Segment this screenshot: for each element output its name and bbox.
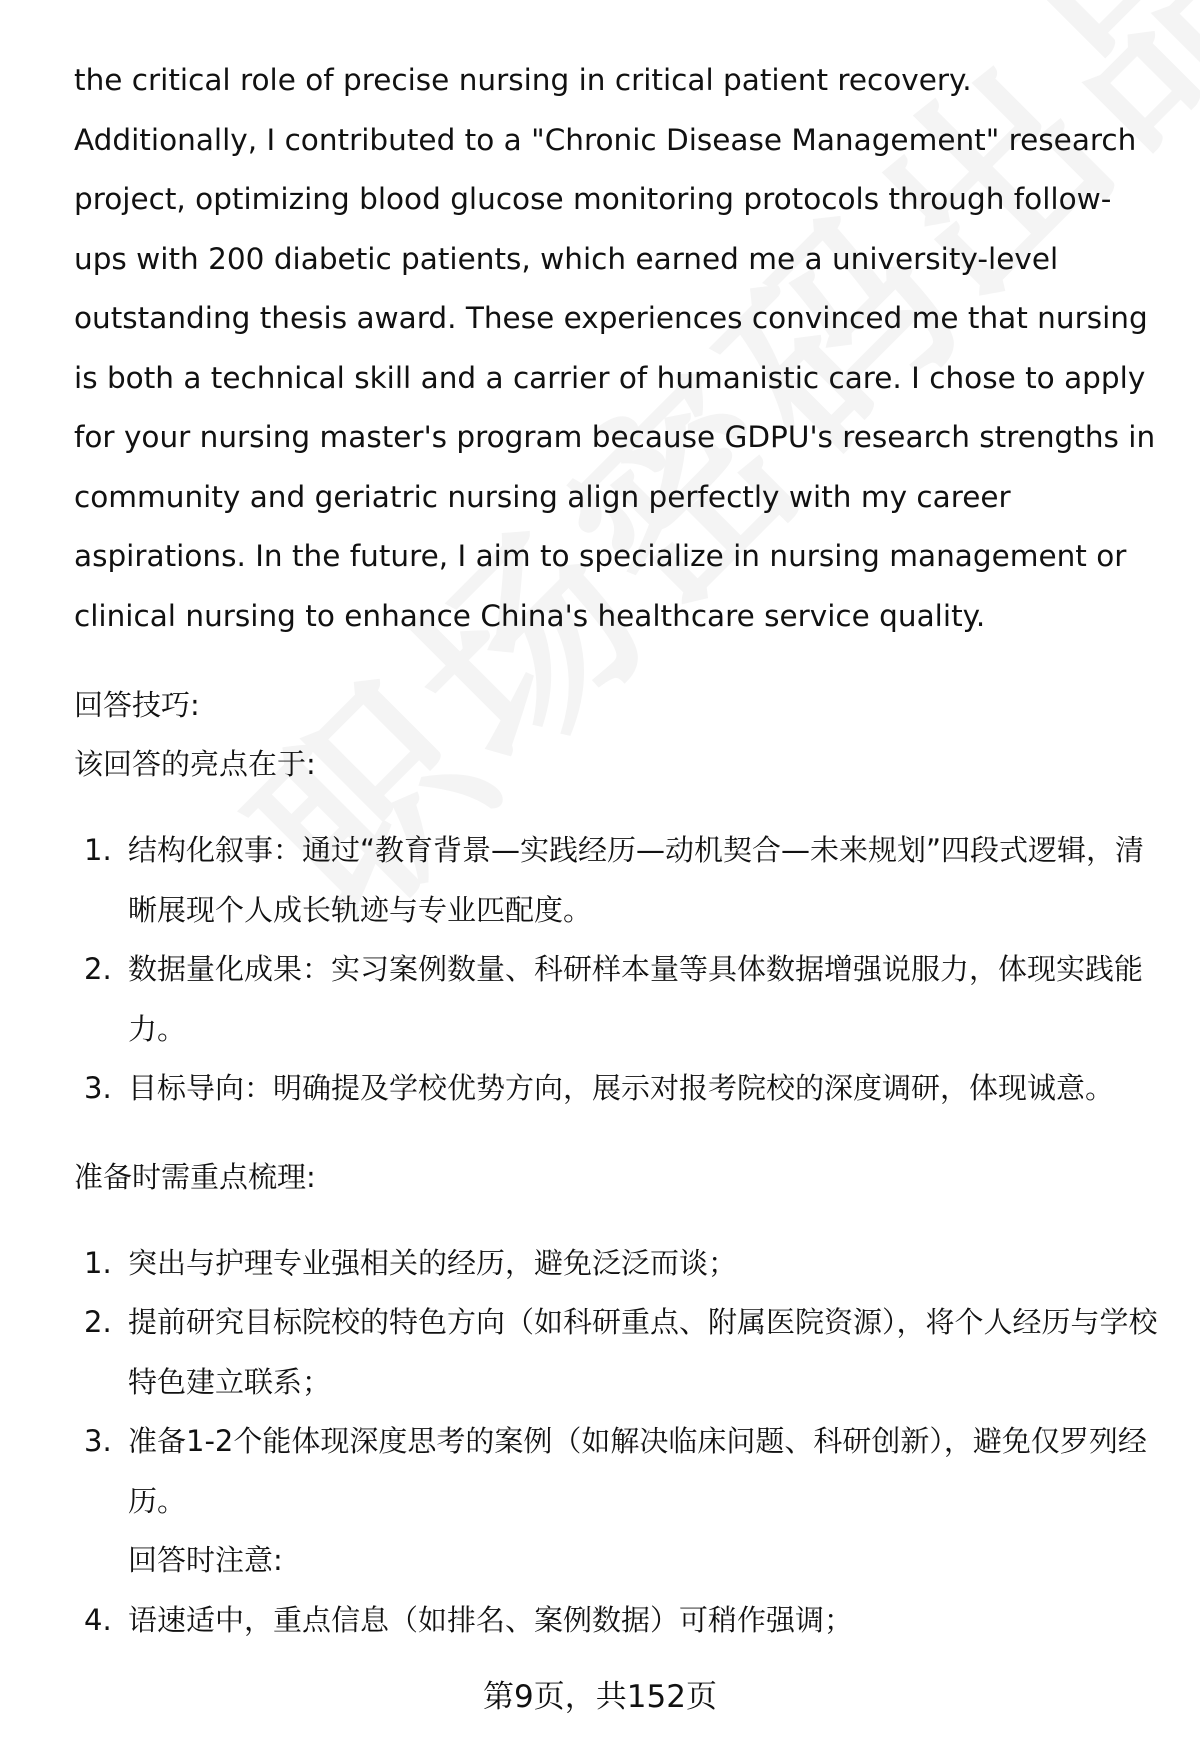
list-text: 提前研究目标院校的特色方向（如科研重点、附属医院资源），将个人经历与学校特色建立联系； bbox=[128, 1305, 1158, 1399]
list-text: 目标导向：明确提及学校优势方向，展示对报考院校的深度调研，体现诚意。 bbox=[128, 1071, 1115, 1105]
list-item bbox=[74, 1412, 1164, 1531]
list-text: 准备1-2个能体现深度思考的案例（如解决临床问题、科研创新），避免仅罗列经历。 bbox=[128, 1424, 1147, 1518]
list-number: 3. bbox=[84, 1424, 112, 1458]
list-number: 1. bbox=[84, 833, 112, 867]
list-text: 突出与护理专业强相关的经历，避免泛泛而谈； bbox=[128, 1245, 738, 1280]
answer-list bbox=[74, 1591, 1164, 1651]
list-text: 数据量化成果：实习案例数量、科研样本量等具体数据增强说服力，体现实践能力。 bbox=[128, 952, 1144, 1046]
list-item bbox=[74, 940, 1164, 1059]
body-paragraph: the critical role of precise nursing in critical patient recovery. Additionally, I contributed to a "Chronic Disease Management" research project, optimizing blood glucose monitoring protocols through follow-ups with 200 diabetic patients, which earned me a university-level outstanding thesis award. These experiences convinced me that nursing is both a technical skill and a carrier of humanistic care. I chose to apply for your nursing master's program because GDPU's research strengths in community and geriatric nursing align perfectly with my career aspirations. In the future, I aim to specialize in nursing management or clinical nursing to enhance China's healthcare service quality. bbox=[74, 63, 1156, 633]
list-item bbox=[74, 1234, 1164, 1294]
list-item bbox=[74, 1059, 1164, 1119]
list-number: 1. bbox=[84, 1245, 112, 1280]
list-number: 2. bbox=[84, 952, 112, 986]
document-content bbox=[74, 51, 1164, 1650]
list-number: 3. bbox=[84, 1071, 112, 1105]
answer-note: 回答时注意: bbox=[128, 1543, 283, 1577]
tips-heading: 回答技巧: bbox=[74, 688, 200, 722]
list-text: 结构化叙事：通过“教育背景—实践经历—动机契合—未来规划”四段式逻辑，清晰展现个人成长轨迹与专业匹配度。 bbox=[128, 833, 1145, 927]
highlights-heading: 该回答的亮点在于: bbox=[74, 747, 316, 781]
prep-list bbox=[74, 1234, 1164, 1532]
highlights-list bbox=[74, 821, 1164, 1119]
list-item bbox=[74, 1591, 1164, 1651]
list-item bbox=[74, 1293, 1164, 1412]
list-text: 语速适中，重点信息（如排名、案例数据）可稍作强调； bbox=[128, 1602, 854, 1637]
page-footer: 第9页，共152页 bbox=[483, 1679, 717, 1715]
list-item bbox=[74, 821, 1164, 940]
list-number: 4. bbox=[84, 1602, 112, 1637]
prep-heading: 准备时需重点梳理: bbox=[74, 1159, 316, 1194]
list-number: 2. bbox=[84, 1305, 112, 1339]
